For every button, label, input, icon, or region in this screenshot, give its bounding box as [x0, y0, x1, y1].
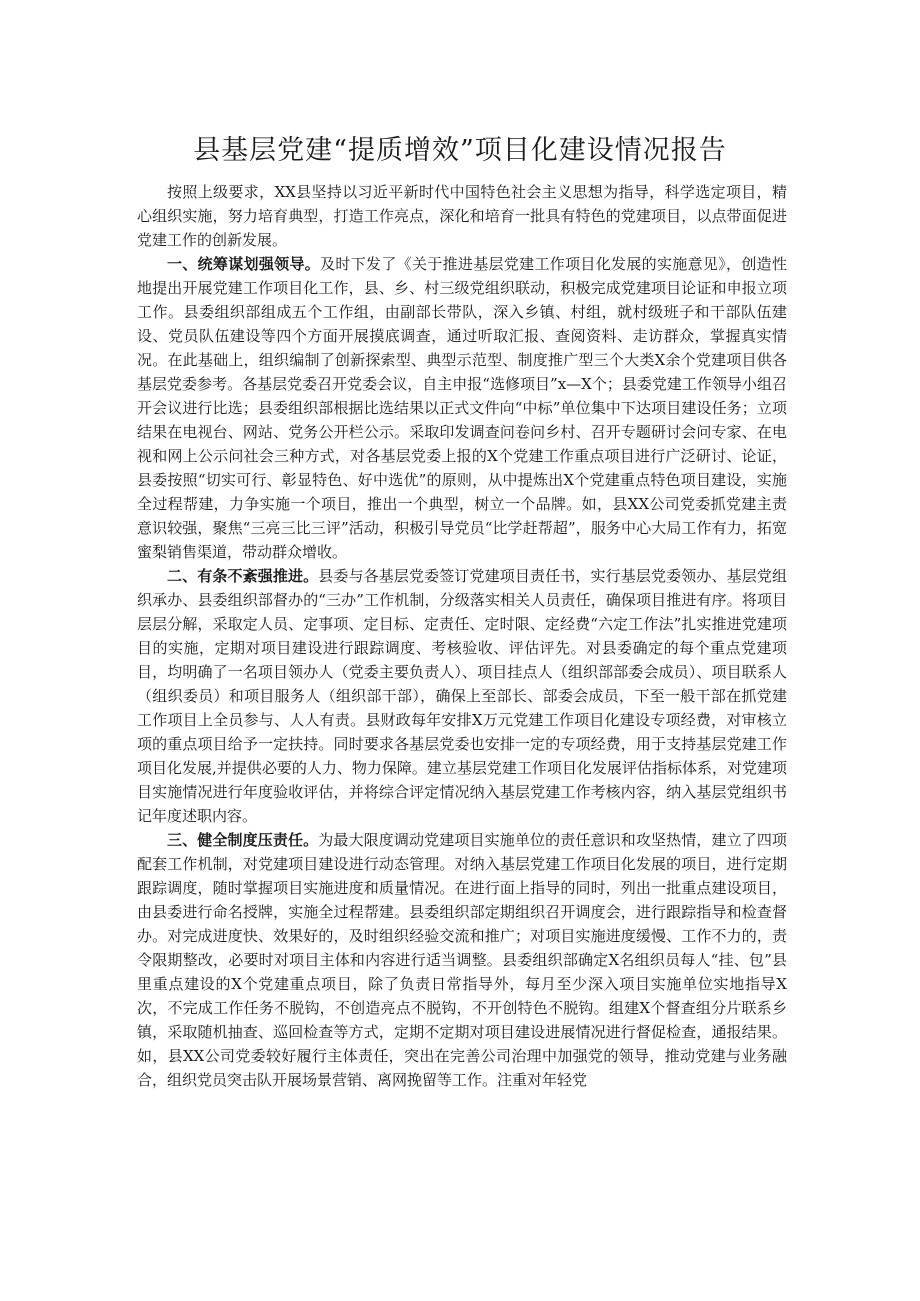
section-paragraph [137, 564, 787, 828]
document-body [137, 180, 787, 1092]
section-text: 及时下发了《关于推进基层党建工作项目化发展的实施意见》，创造性地提出开展党建工作项目化工作，县、乡、村三级党组织联动，积极完成党建项目论证和申报立项工作。县委组织部组成五个工作组，由副部长带队，深入乡镇、村组，就村级班子和干部队伍建设、党员队伍建设等四个方面开展摸底调查，通过听取汇报、查阅资料、走访群众，掌握真实情况。在此基础上，组织编制了创新探索型、典型示范型、制度推广型三个大类X余个党建项目供各基层党委参考。各基层党委召开党委会议，自主申报“选修项目”x—X个；县委党建工作领导小组召开会议进行比选；县委组织部根据比选结果以正式文件向“中标”单位集中下达项目建设任务；立项结果在电视台、网站、党务公开栏公示。采取印发调查问卷问乡村、召开专题研讨会问专家、在电视和网上公示问社会三种方式，对各基层党委上报的X个党建工作重点项目进行广泛研讨、论证，县委按照“切实可行、彰显特色、好中选优”的原则，从中提炼出X个党建重点特色项目建设，实施全过程帮建，力争实施一个项目，推出一个典型，树立一个品牌。如，县XX公司党委抓党建主责意识较强，聚焦“三亮三比三评”活动，积极引导党员“比学赶帮超”，服务中心大局工作有力，拓宽蜜梨销售渠道，带动群众增收。 [137, 255, 787, 561]
document-title: 县基层党建“提质增效”项目化建设情况报告 [193, 135, 727, 166]
section-paragraph [137, 828, 787, 1092]
section-heading: 二、有条不紊强推进。 [167, 567, 319, 585]
section-heading: 三、健全制度压责任。 [167, 831, 319, 849]
section-text: 县委与各基层党委签订党建项目责任书，实行基层党委领办、基层党组织承办、县委组织部督办的“三办”工作机制，分级落实相关人员责任，确保项目推进有序。将项目层层分解，采取定人员、定事项、定目标、定责任、定时限、定经费“六定工作法”扎实推进党建项目的实施，定期对项目建设进行跟踪调度、考核验收、评估评先。对县委确定的每个重点党建项目，均明确了一名项目领办人（党委主要负责人）、项目挂点人（组织部部委会成员）、项目联系人（组织委员）和项目服务人（组织部干部），确保上至部长、部委会成员，下至一般干部在抓党建工作项目上全员参与、人人有责。县财政每年安排X万元党建工作项目化建设专项经费，对审核立项的重点项目给予一定扶持。同时要求各基层党委也安排一定的专项经费，用于支持基层党建工作项目化发展,并提供必要的人力、物力保障。建立基层党建工作项目化发展评估指标体系，对党建项目实施情况进行年度验收评估，并将综合评定情况纳入基层党建工作考核内容，纳入基层党组织书记年度述职内容。 [137, 567, 787, 825]
section-text: 为最大限度调动党建项目实施单位的责任意识和攻坚热情，建立了四项配套工作机制，对党建项目建设进行动态管理。对纳入基层党建工作项目化发展的项目，进行定期跟踪调度，随时掌握项目实施进度和质量情况。在进行面上指导的同时，列出一批重点建设项目，由县委进行命名授牌，实施全过程帮建。县委组织部定期组织召开调度会，进行跟踪指导和检查督办。对完成进度快、效果好的，及时组织经验交流和推广；对项目实施进度缓慢、工作不力的，责令限期整改，必要时对项目主体和内容进行适当调整。县委组织部确定X名组织员每人“挂、包”县里重点建设的X个党建重点项目，除了负责日常指导外，每月至少深入项目实施单位实地指导X次，不完成工作任务不脱钩，不创造亮点不脱钩，不开创特色不脱钩。组建X个督查组分片联系乡镇，采取随机抽查、巡回检查等方式，定期不定期对项目建设进展情况进行督促检查，通报结果。如，县XX公司党委较好履行主体责任，突出在完善公司治理中加强党的领导，推动党建与业务融合，组织党员突击队开展场景营销、离网挽留等工作。注重对年轻党 [137, 831, 787, 1089]
intro-paragraph: 按照上级要求，XX县坚持以习近平新时代中国特色社会主义思想为指导，科学选定项目，精心组织实施，努力培育典型，打造工作亮点，深化和培育一批具有特色的党建项目，以点带面促进党建工作的创新发展。 [137, 183, 787, 249]
section-paragraph [137, 252, 787, 564]
section-heading: 一、统筹谋划强领导。 [167, 255, 321, 273]
